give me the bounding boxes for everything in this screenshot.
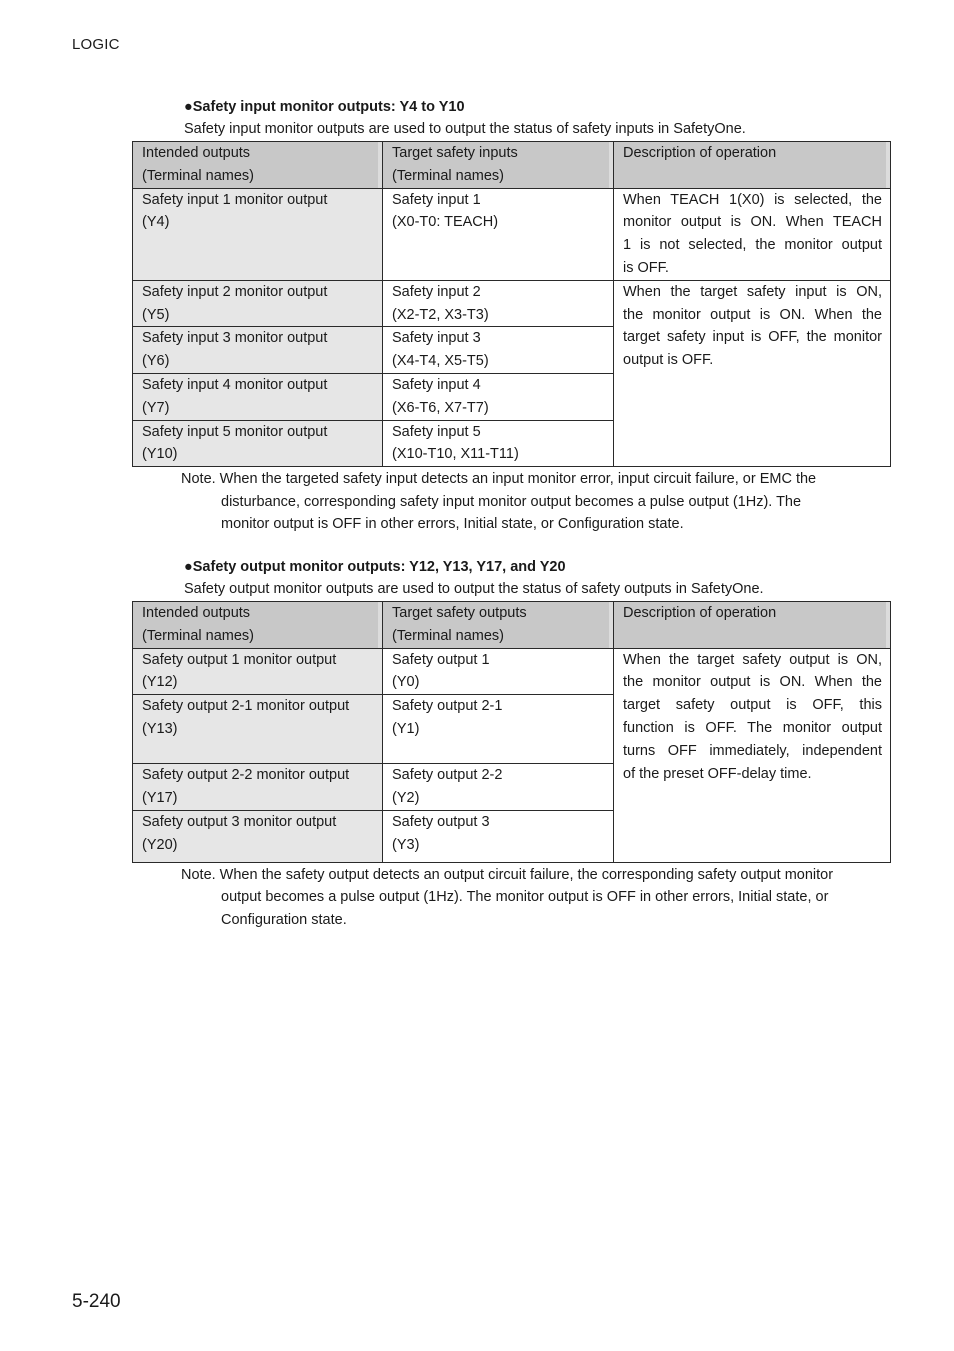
header-target-outputs: Target safety outputs (Terminal names) <box>383 602 614 649</box>
section-intro: Safety output monitor outputs are used to output the status of safety outputs in SafetyOne. <box>184 581 764 597</box>
table-header-row <box>133 602 891 649</box>
intended-output-cell: Safety output 1 monitor output (Y12) <box>133 648 383 695</box>
table-row <box>133 188 891 280</box>
target-input-cell: Safety input 5 (X10-T10, X11-T11) <box>383 420 614 467</box>
safety-input-monitor-section <box>132 97 890 536</box>
header-intended-outputs: Intended outputs (Terminal names) <box>133 602 383 649</box>
description-cell-general: When the target safety input is ON, the monitor output is ON. When the target safety input is OFF, the monitor output is OFF. <box>614 280 891 466</box>
target-output-cell: Safety output 2-1 (Y1) <box>383 695 614 764</box>
intended-output-cell: Safety output 2-2 monitor output (Y17) <box>133 764 383 811</box>
safety-output-monitor-table <box>132 601 891 863</box>
table-row <box>133 280 891 327</box>
header-description: Description of operation <box>614 602 891 649</box>
target-input-cell: Safety input 1 (X0-T0: TEACH) <box>383 188 614 280</box>
intended-output-cell: Safety input 5 monitor output (Y10) <box>133 420 383 467</box>
safety-output-monitor-section <box>132 557 890 932</box>
section-title: ●Safety input monitor outputs: Y4 to Y10 <box>184 99 465 115</box>
header-intended-outputs: Intended outputs (Terminal names) <box>133 142 383 189</box>
header-description: Description of operation <box>614 142 891 189</box>
target-output-cell: Safety output 3 (Y3) <box>383 810 614 862</box>
safety-input-monitor-table <box>132 141 891 467</box>
target-output-cell: Safety output 2-2 (Y2) <box>383 764 614 811</box>
header-target-inputs: Target safety inputs (Terminal names) <box>383 142 614 189</box>
output-section-note: Note. When the safety output detects an output circuit failure, the corresponding safety output monitor output becomes a pulse output (1Hz). The monitor output is OFF in other errors, Initial state, or Configuration state. <box>181 866 834 928</box>
target-input-cell: Safety input 3 (X4-T4, X5-T5) <box>383 327 614 374</box>
intended-output-cell: Safety output 2-1 monitor output (Y13) <box>133 695 383 764</box>
intended-output-cell: Safety input 2 monitor output (Y5) <box>133 280 383 327</box>
section-title: ●Safety output monitor outputs: Y12, Y13, Y17, and Y20 <box>184 559 566 575</box>
table-row <box>133 648 891 695</box>
table-header-row <box>133 142 891 189</box>
target-input-cell: Safety input 2 (X2-T2, X3-T3) <box>383 280 614 327</box>
description-cell-teach: When TEACH 1(X0) is selected, the monitor output is ON. When TEACH 1 is not selected, the monitor output is OFF. <box>614 188 891 280</box>
description-cell: When the target safety output is ON, the monitor output is ON. When the target safety output is OFF, this function is OFF. The monitor output turns OFF immediately, independent of the preset OFF-delay time. <box>614 648 891 862</box>
target-output-cell: Safety output 1 (Y0) <box>383 648 614 695</box>
section-intro: Safety input monitor outputs are used to output the status of safety inputs in SafetyOne. <box>184 121 746 137</box>
target-input-cell: Safety input 4 (X6-T6, X7-T7) <box>383 373 614 420</box>
intended-output-cell: Safety input 1 monitor output (Y4) <box>133 188 383 280</box>
page-number: 5-240 <box>72 1291 121 1312</box>
intended-output-cell: Safety input 4 monitor output (Y7) <box>133 373 383 420</box>
input-section-note: Note. When the targeted safety input detects an input monitor error, input circuit failure, or EMC the disturbance, corresponding safety input monitor output becomes a pulse output (1Hz). The monitor output is OFF in other errors, Initial state, or Configuration state. <box>181 471 817 533</box>
intended-output-cell: Safety input 3 monitor output (Y6) <box>133 327 383 374</box>
section-label: LOGIC <box>72 36 120 53</box>
intended-output-cell: Safety output 3 monitor output (Y20) <box>133 810 383 862</box>
